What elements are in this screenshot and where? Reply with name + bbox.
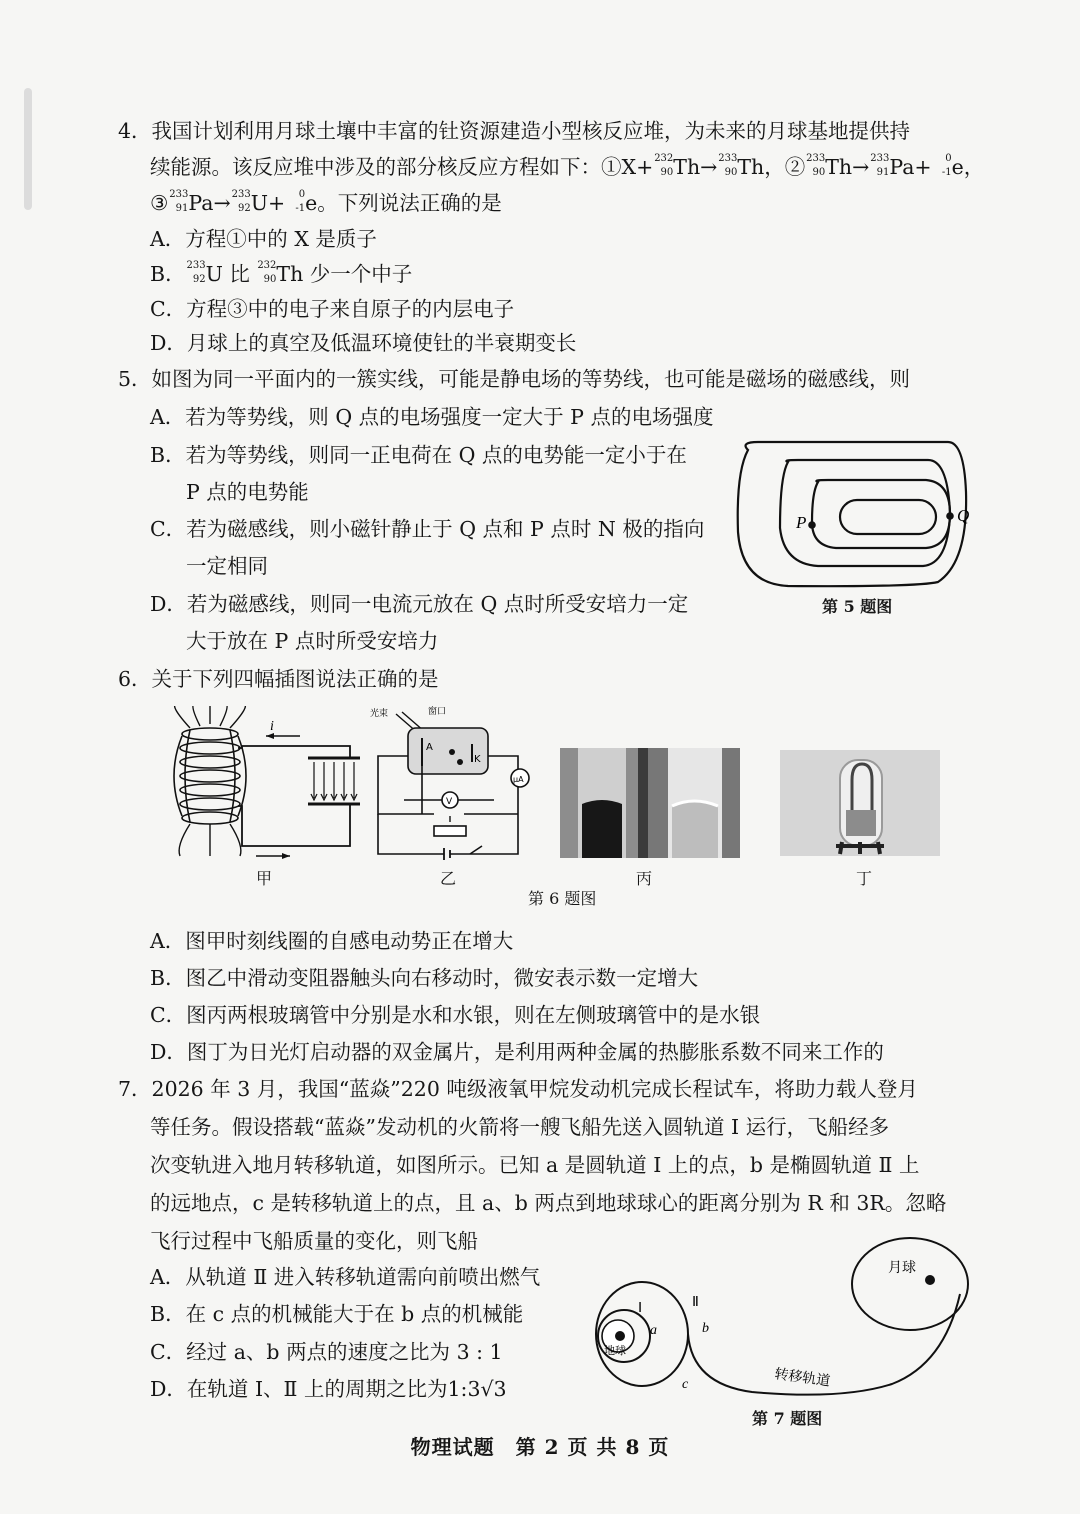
field-line-third xyxy=(812,480,950,548)
fig-jia-coil-capacitor xyxy=(160,706,370,866)
q7-stem-line2: 等任务。假设搭载“蓝焱”发动机的火箭将一艘飞船先送入圆轨道 Ⅰ 运行，飞船经多 xyxy=(150,1115,890,1139)
point-a-label: a xyxy=(650,1323,657,1338)
q4-option-c: C．方程③中的电子来自原子的内层电子 xyxy=(150,297,515,321)
fig-bing-glass-tubes-photo xyxy=(560,748,740,858)
q5-figure-caption: 第 5 题图 xyxy=(822,597,893,616)
q7-stem-line3: 次变轨进入地月转移轨道，如图所示。已知 a 是圆轨道 Ⅰ 上的点，b 是椭圆轨道 Ⅱ 上 xyxy=(150,1153,920,1177)
point-q-marker xyxy=(946,512,954,520)
fig-yi-photoelectric-circuit xyxy=(364,704,534,860)
fig-bing-label: 丙 xyxy=(636,869,653,888)
q5-option-b-line1: B．若为等势线，则同一正电荷在 Q 点的电势能一定小于在 xyxy=(150,443,687,467)
q7-option-d: D．在轨道 Ⅰ、Ⅱ 上的周期之比为1:3√3 xyxy=(150,1377,507,1401)
fig-jia-label: 甲 xyxy=(256,869,273,888)
nuclide-th233: 233 90 xyxy=(806,153,826,178)
q4-stem-line2: 续能源。该反应堆中涉及的部分核反应方程如下：①X+ 232 90 Th→ 233 90 Th，② 233 90 Th→ 233 91 Pa+ 0 -1 e， xyxy=(150,152,984,182)
transfer-orbit-label: 转移轨道 xyxy=(773,1366,832,1390)
q4-stem-line3: ③ 233 91 Pa→ 233 92 U+ 0 -1 e。下列说法正确的是 xyxy=(150,188,502,218)
fig-ding-label: 丁 xyxy=(856,869,873,888)
point-q-label: Q xyxy=(957,506,970,525)
nuclide-th233: 233 90 xyxy=(718,153,738,178)
q5-field-lines-figure xyxy=(728,432,978,592)
label-cathode: K xyxy=(474,754,481,765)
q6-option-a: A．图甲时刻线圈的自感电动势正在增大 xyxy=(150,929,514,953)
q5-option-b-line2: P 点的电势能 xyxy=(186,480,309,504)
q4-option-b: B． 233 92 U 比 232 90 Th 少一个中子 xyxy=(150,259,412,289)
q5-option-d-line1: D．若为磁感线，则同一电流元放在 Q 点时所受安培力一定 xyxy=(150,592,689,616)
orbit-ii-label: Ⅱ xyxy=(692,1295,699,1310)
q6-option-b: B．图乙中滑动变阻器触头向右移动时，微安表示数一定增大 xyxy=(150,966,699,990)
q6-option-d: D．图丁为日光灯启动器的双金属片，是利用两种金属的热膨胀系数不同来工作的 xyxy=(150,1040,884,1064)
q7-figure-caption: 第 7 题图 xyxy=(752,1409,823,1428)
q7-option-a: A．从轨道 Ⅱ 进入转移轨道需向前喷出燃气 xyxy=(150,1265,541,1289)
earth-center-marker xyxy=(615,1331,625,1341)
nuclide-u233: 233 92 xyxy=(186,260,206,285)
point-b-label: b xyxy=(702,1321,709,1336)
current-i-label: i xyxy=(270,719,274,734)
q5-option-d-line2: 大于放在 P 点时所受安培力 xyxy=(186,629,439,653)
label-light-beam: 光束 xyxy=(370,709,389,719)
fig-ding-starter-photo xyxy=(780,750,940,856)
point-p-marker xyxy=(808,521,816,529)
nuclide-th232: 232 90 xyxy=(654,153,674,178)
nuclide-pa233: 233 91 xyxy=(870,153,890,178)
q6-figure-caption: 第 6 题图 xyxy=(528,889,597,908)
q7-stem-line5: 飞行过程中飞船质量的变化，则飞船 xyxy=(150,1229,478,1253)
point-p-label: P xyxy=(796,513,807,532)
moon-orbit xyxy=(852,1238,968,1330)
q4-option-d: D．月球上的真空及低温环境使钍的半衰期变长 xyxy=(150,331,577,355)
label-window: 窗口 xyxy=(428,707,447,717)
q7-orbit-figure xyxy=(592,1234,982,1404)
field-line-inner xyxy=(840,500,936,534)
label-voltmeter: V xyxy=(446,797,453,807)
nuclide-electron: 0 -1 xyxy=(295,189,306,214)
q6-stem: 6．关于下列四幅插图说法正确的是 xyxy=(118,667,439,691)
earth-label: 地球 xyxy=(604,1344,626,1357)
q7-option-b: B．在 c 点的机械能大于在 b 点的机械能 xyxy=(150,1302,524,1326)
q5-stem: 5．如图为同一平面内的一簇实线，可能是静电场的等势线，也可能是磁场的磁感线，则 xyxy=(118,367,911,391)
page-footer: 物理试题 第 2 页 共 8 页 xyxy=(410,1435,670,1459)
q5-option-a: A．若为等势线，则 Q 点的电场强度一定大于 P 点的电场强度 xyxy=(150,405,714,429)
q5-option-c-line2: 一定相同 xyxy=(186,554,268,578)
label-microammeter: μA xyxy=(513,775,524,784)
q7-stem-line4: 的远地点，c 是转移轨道上的点，且 a、b 两点到地球球心的距离分别为 R 和 3R。忽略 xyxy=(150,1191,947,1215)
moon-marker xyxy=(925,1275,935,1285)
q6-option-c: C．图丙两根玻璃管中分别是水和水银，则在左侧玻璃管中的是水银 xyxy=(150,1003,761,1027)
moon-label: 月球 xyxy=(888,1260,916,1276)
nuclide-u233: 233 92 xyxy=(231,189,251,214)
q7-stem-line1: 7．2026 年 3 月，我国“蓝焱”220 吨级液氧甲烷发动机完成长程试车，将助力载人登月 xyxy=(118,1077,918,1101)
label-anode: A xyxy=(426,742,433,753)
scrollbar[interactable] xyxy=(24,88,32,210)
q4-stem-line1: 4．我国计划利用月球土壤中丰富的钍资源建造小型核反应堆，为未来的月球基地提供持 xyxy=(118,119,911,143)
nuclide-electron: 0 -1 xyxy=(941,153,952,178)
q5-option-c-line1: C．若为磁感线，则小磁针静止于 Q 点和 P 点时 N 极的指向 xyxy=(150,517,705,541)
q7-option-c: C．经过 a、b 两点的速度之比为 3 : 1 xyxy=(150,1340,503,1364)
nuclide-th232: 232 90 xyxy=(257,260,277,285)
fig-yi-label: 乙 xyxy=(440,869,457,888)
nuclide-pa233: 233 91 xyxy=(169,189,189,214)
point-c-label: c xyxy=(682,1377,689,1392)
orbit-i-label: Ⅰ xyxy=(638,1301,643,1316)
q4-option-a: A．方程①中的 X 是质子 xyxy=(150,227,377,251)
